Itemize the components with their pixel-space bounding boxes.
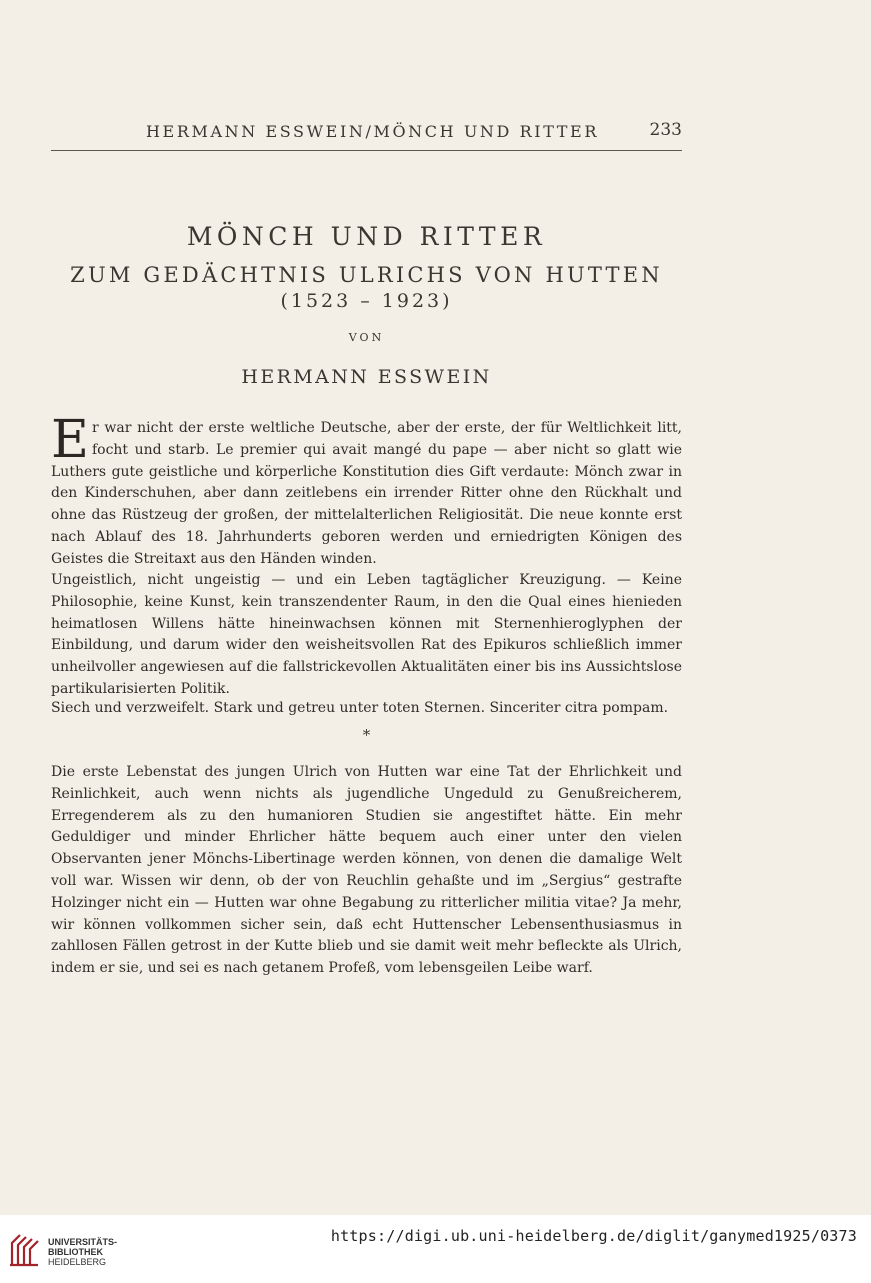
paragraph-2-text: Ungeistlich, nicht ungeistig — und ein Leben tagtäglicher Kreuzigung. — Keine Philosophie, keine Kunst, kein transzendenter Raum, in den die Qual eines hienieden heimatlosen Willens hätte hineinwachsen können mit Sternenhieroglyphen der Einbildung, und darum wider den weisheitsvollen Rat des Epikuros schließlich immer unheilvoller angewiesen auf die fallstrickevollen Aktualitäten einer bis ins Aussichtslose partikularisierten Politik. [51,572,682,697]
running-header [51,120,682,151]
article-years: (1523 – 1923) [280,290,453,312]
library-name-line-2: BIBLIOTHEK [48,1247,103,1257]
asterisk-ornament: * [362,726,371,744]
paragraph-1 [51,410,682,571]
permalink-url[interactable]: https://digi.ub.uni-heidelberg.de/diglit/ganymed1925/0373 [330,1227,857,1245]
drop-cap: E [51,410,89,470]
university-library-logo-icon[interactable] [8,1229,44,1269]
library-name-line-1: UNIVERSITÄTS- [48,1237,118,1247]
library-name[interactable] [48,1237,117,1267]
paragraph-4-text: Die erste Lebenstat des jungen Ulrich von Hutten war eine Tat der Ehrlichkeit und Reinlichkeit, auch wenn nichts als jugendliche Ungeduld zu Genußreicherem, Erregenderem als zu den humanioren Studien sie angestiftet hätte. Ein mehr Geduldiger und minder Ehrlicher hätte bequem auch einer unter den vielen Observanten jener Mönchs-Libertinage werden können, von denen die damalige Welt voll war. Wissen wir denn, ob der von Reuchlin gehaßte und im „Sergius“ gestrafte Holzinger nicht ein — Hutten war ohne Begabung zu ritterlicher militia vitae? Ja mehr, wir können vollkommen sicher sein, daß echt Huttenscher Lebensenthusiasmus in zahllosen Fällen getrost in der Kutte blieb und sie damit weit mehr befleckte als Ulrich, indem er sie, und sei es nach getanem Profeß, vom lebensgeilen Leibe warf. [51,764,682,977]
paragraph-2 [51,570,682,701]
paragraph-3-text: Siech und verzweifelt. Stark und getreu unter toten Sternen. Sinceriter citra pompam. [51,700,669,716]
paragraph-1-text: r war nicht der erste weltliche Deutsche, aber der erste, der für Weltlichkeit litt, focht und starb. Le premier qui avait mangé du pape — aber nicht so glatt wie Luthers gute geistliche und körperliche Konstitution dies Gift verdaute: Mönch zwar in den Kinderschuhen, aber dann zeitlebens ein irrender Ritter ohne den Rückhalt und ohne das Rüstzeug der großen, der mittelalterlichen Religiosität. Die neue konnte erst nach Ablauf des 18. Jahrhunderts geboren werden und erniedrigten Königen des Geistes die Streitaxt aus den Händen winden. [51,420,682,567]
library-name-line-3: HEIDELBERG [48,1257,107,1267]
viewer-footer [0,1215,871,1283]
paragraph-3 [51,698,682,720]
author-name: HERMANN ESSWEIN [241,366,492,388]
article-title: MÖNCH UND RITTER [186,222,547,251]
paragraph-4 [51,762,682,980]
article-subtitle: ZUM GEDÄCHTNIS ULRICHS VON HUTTEN [70,263,663,287]
byline-von: VON [348,331,385,344]
page-number: 233 [649,120,682,140]
running-title: HERMANN ESSWEIN/MÖNCH UND RITTER [146,122,599,141]
